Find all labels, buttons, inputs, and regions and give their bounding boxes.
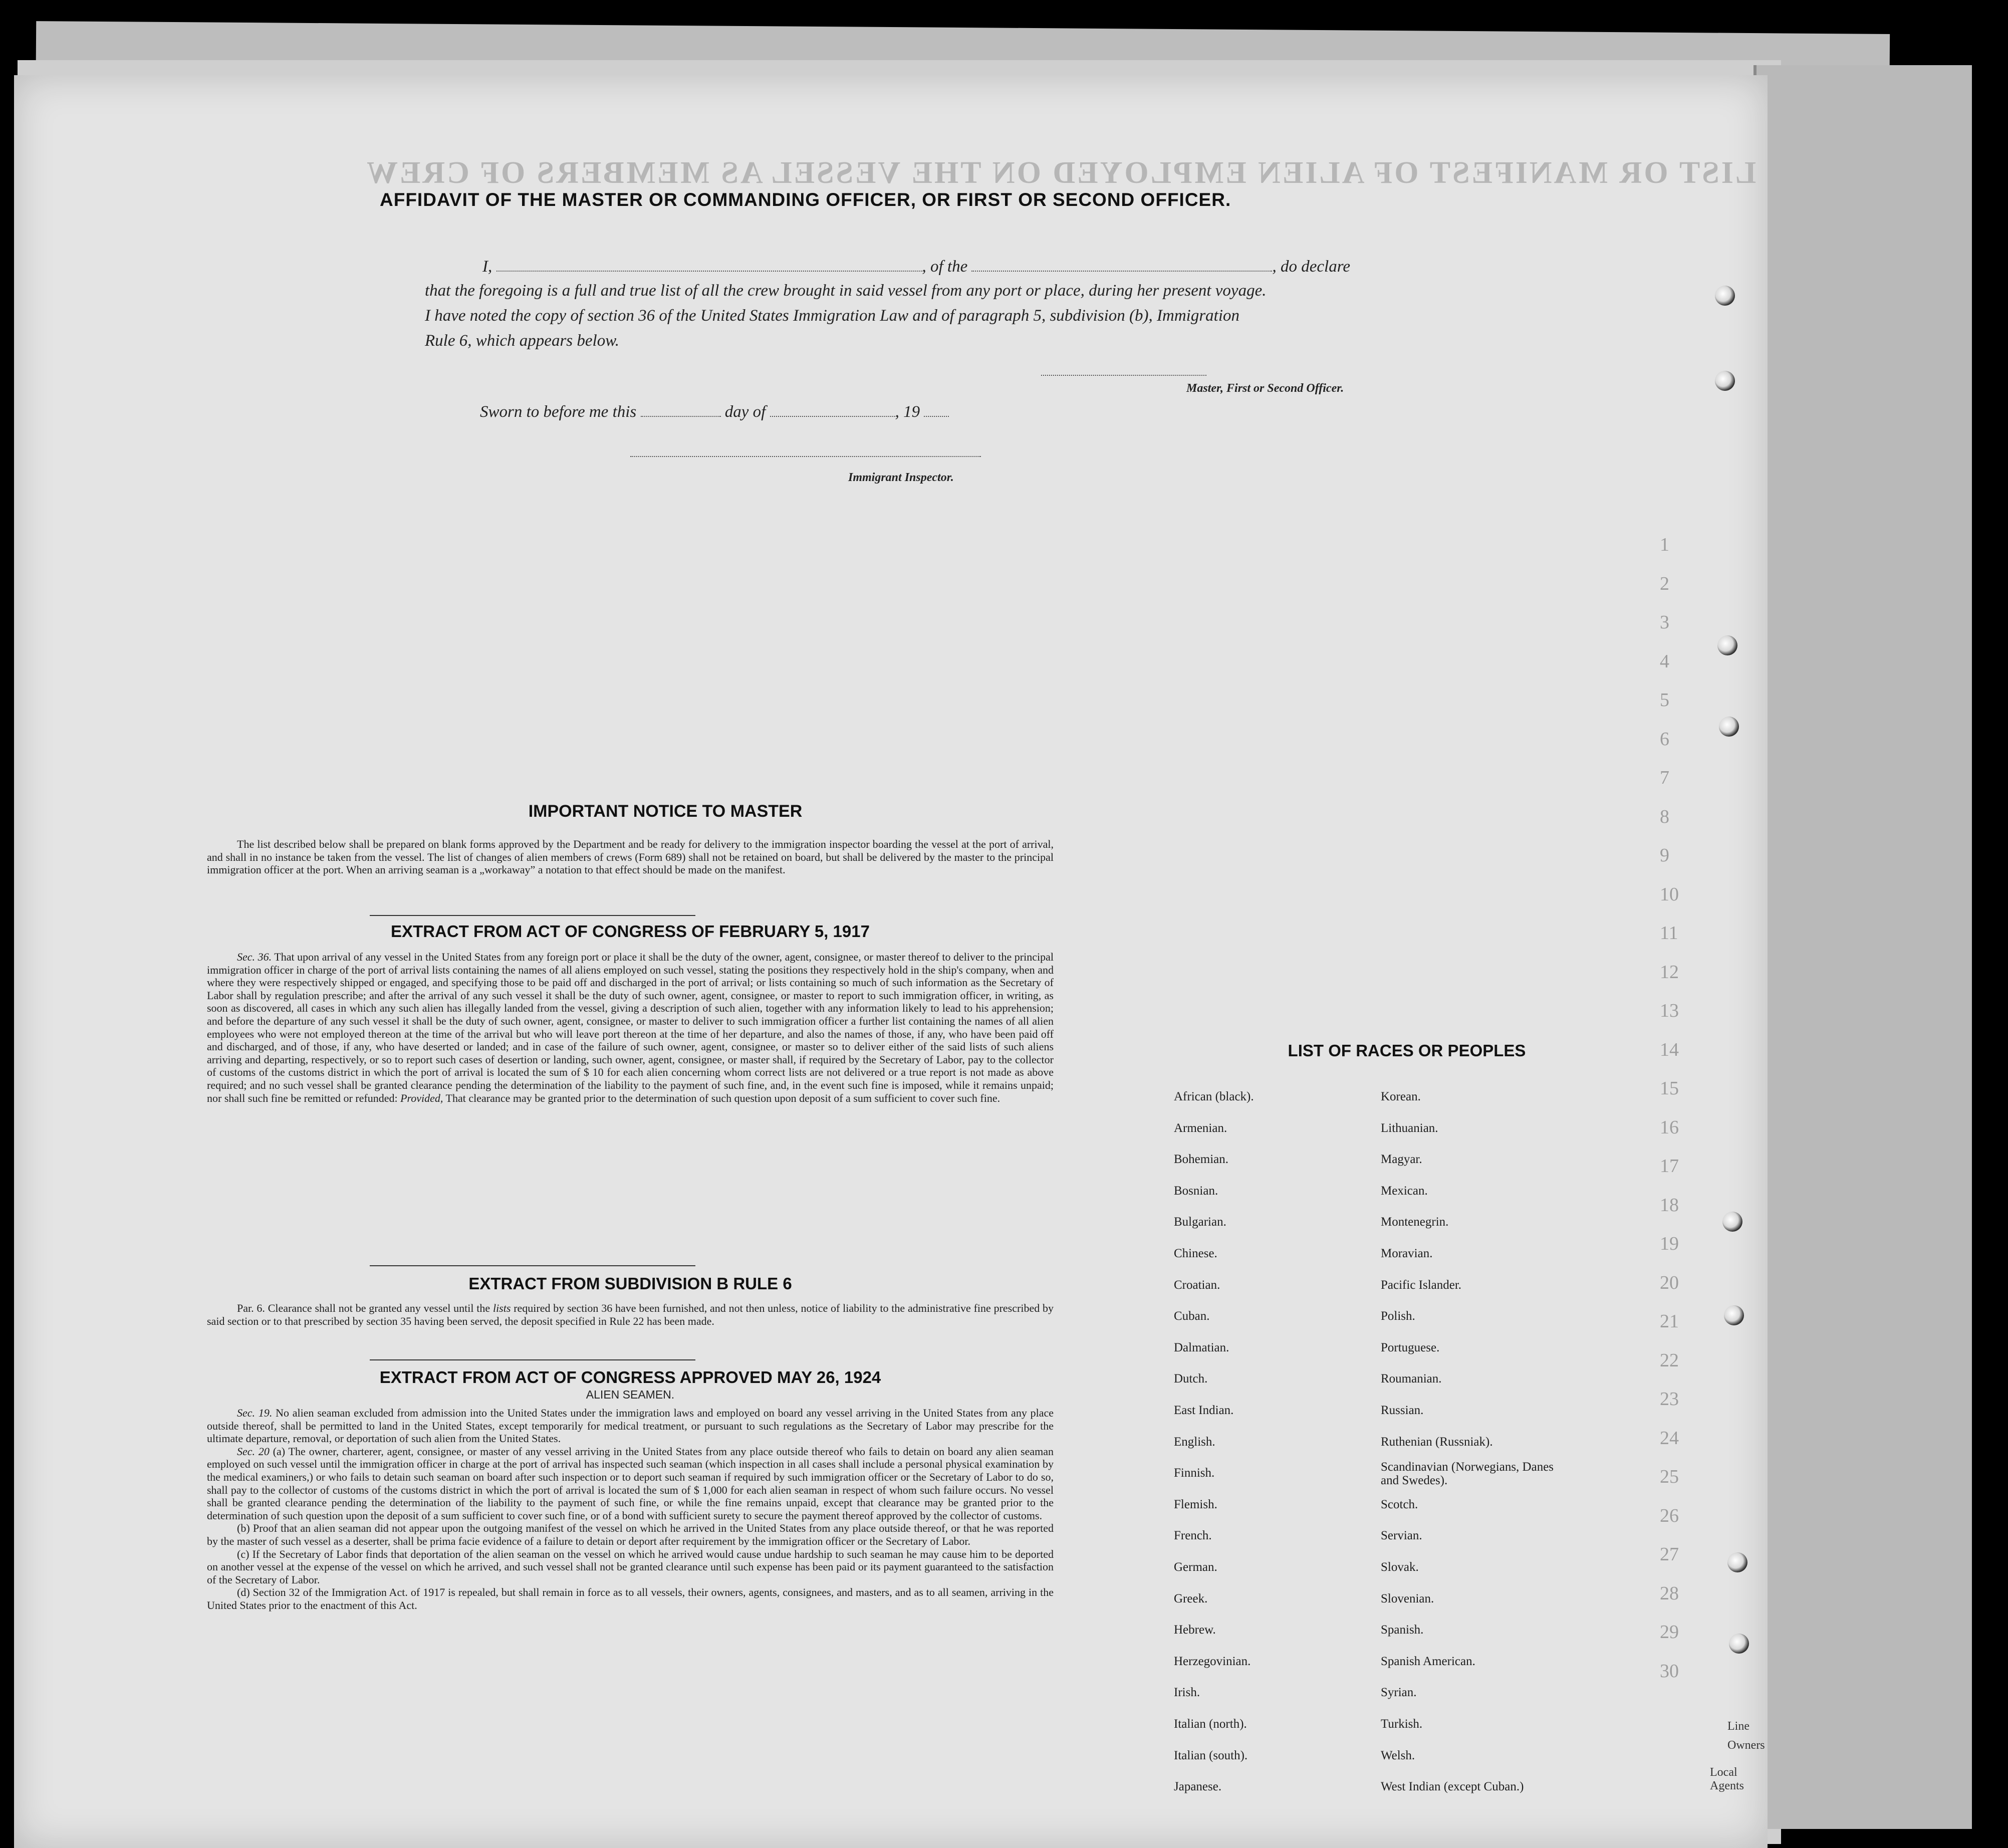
race-item: Polish. <box>1381 1309 1415 1323</box>
act-1917-body <box>207 951 1054 1104</box>
bleed-through-row-number: 18 <box>1660 1194 1679 1216</box>
rule-6-body <box>207 1302 1054 1327</box>
bleed-through-row-number: 17 <box>1660 1156 1679 1177</box>
race-item: Irish. <box>1174 1686 1200 1700</box>
affidavit-i-label: I, <box>482 258 492 276</box>
bleed-through-row-number: 20 <box>1660 1272 1679 1293</box>
sworn-year-label: , 19 <box>895 403 920 421</box>
margin-local-agents-label: Local Agents <box>1710 1766 1744 1792</box>
race-item: Russian. <box>1381 1404 1424 1417</box>
race-item: French. <box>1174 1529 1212 1543</box>
bleed-through-row-number: 30 <box>1660 1660 1679 1682</box>
bleed-through-row-number: 29 <box>1660 1622 1679 1643</box>
bleed-through-row-number: 6 <box>1660 728 1669 750</box>
rule-6-paragraph <box>207 1302 1054 1327</box>
master-name-blank[interactable] <box>496 256 922 272</box>
section-19-text: No alien seaman excluded from admission into the United States under the immigration laws and employed on board any vessel arriving in the United States from any place outside thereof, shall be permitted to land in the United States, except temporarily for medical treatment, or pursuant to such regulations as the Secretary of Labor may prescribe for the ultimate departure, removal, or deportation of such alien from the United States. <box>207 1407 1054 1445</box>
race-item: Italian (north). <box>1174 1717 1247 1731</box>
binder-hole <box>1717 635 1737 655</box>
bleed-through-row-number: 22 <box>1660 1349 1679 1371</box>
affidavit-line-3: I have noted the copy of section 36 of the United States Immigration Law and of paragraph 5, subdivision (b), Immigration <box>425 307 1240 325</box>
race-item: English. <box>1174 1435 1215 1449</box>
bleed-through-row-number: 4 <box>1660 650 1669 672</box>
provided-label: Provided, <box>400 1091 443 1104</box>
sworn-year-blank[interactable] <box>924 401 949 417</box>
bleed-through-row-number: 12 <box>1660 961 1679 983</box>
race-item: Roumanian. <box>1381 1372 1442 1386</box>
affidavit-of-label: , of the <box>922 258 968 276</box>
section-20-label: Sec. 20 <box>237 1445 270 1458</box>
race-item: West Indian (except Cuban.) <box>1381 1780 1524 1794</box>
race-item: Turkish. <box>1381 1717 1423 1731</box>
race-item: Croatian. <box>1174 1278 1220 1292</box>
sworn-day-blank[interactable] <box>641 401 721 417</box>
act-1924-title: EXTRACT FROM ACT OF CONGRESS APPROVED MAY 26, 1924 <box>379 1368 881 1387</box>
sworn-prefix: Sworn to before me this <box>480 403 637 421</box>
race-item: Montenegrin. <box>1381 1215 1449 1229</box>
affidavit-line-4: Rule 6, which appears below. <box>425 332 620 350</box>
bleed-through-row-number: 11 <box>1660 922 1678 944</box>
race-item: Chinese. <box>1174 1247 1217 1260</box>
act-1917-paragraph <box>207 951 1054 1104</box>
races-list-title: LIST OF RACES OR PEOPLES <box>1288 1041 1526 1060</box>
bleed-through-row-number: 21 <box>1660 1311 1679 1332</box>
race-item: Spanish American. <box>1381 1654 1475 1668</box>
bleed-through-row-number: 5 <box>1660 689 1669 711</box>
sworn-line <box>480 401 949 421</box>
section-36-label: Sec. 36. <box>237 951 272 963</box>
bleed-through-row-number: 15 <box>1660 1078 1679 1099</box>
race-item: Ruthenian (Russniak). <box>1381 1435 1493 1449</box>
race-item: Cuban. <box>1174 1309 1210 1323</box>
form-page <box>14 75 1768 1848</box>
race-item: Mexican. <box>1381 1184 1428 1198</box>
race-item: Japanese. <box>1174 1780 1222 1794</box>
bleed-through-row-number: 24 <box>1660 1427 1679 1449</box>
rule-6-text-b: required by section 36 have been furnished, and not then unless, notice of liability to the administrative fine prescribed by said section or to that prescribed by section 35 having been served, the deposit specified in Rule 22 has been made. <box>207 1302 1054 1327</box>
bleed-through-row-number: 25 <box>1660 1466 1679 1487</box>
race-item: German. <box>1174 1560 1217 1574</box>
section-20a-text: (a) The owner, charterer, agent, consignee, or master of any vessel arriving in the United States from any place outside thereof who fails to detain on board any alien seaman employed on such vessel until the immigration officer in charge at the port of arrival has inspected such seaman (which inspection in all cases shall include a personal physical examination by the medical examiners,) or who fails to detain such seaman on board after such inspection or to deport such seaman if required by such immigration officer or the Secretary of Labor to do so, shall pay to the collector of customs of the customs district in which the port of arrival is located the sum of $ 1,000 for each alien seaman in respect of whom such failure occurs. No vessel shall be granted clearance pending the determination of the liability to the payment of such fine, or while the fine remains unpaid, except that clearance may be granted prior to the determination of such question upon the deposit of a sum sufficient to cover such fine, or of a bond with sufficient surety to secure the payment thereof approved by the collector of customs. <box>207 1445 1054 1522</box>
binder-hole <box>1715 286 1735 306</box>
bleed-through-title: LIST OR MANIFEST OF ALIEN EMPLOYED ON THE VESSEL AS MEMBERS OF CREW <box>365 156 1756 190</box>
bleed-through-row-number: 8 <box>1660 806 1669 827</box>
race-item: Armenian. <box>1174 1121 1227 1135</box>
bleed-through-row-number: 23 <box>1660 1389 1679 1410</box>
race-item: Scotch. <box>1381 1497 1418 1511</box>
master-signature-label: Master, First or Second Officer. <box>1186 382 1344 395</box>
race-item: Italian (south). <box>1174 1748 1248 1762</box>
affidavit-declare-label: , do declare <box>1272 258 1350 276</box>
inspector-signature-line[interactable] <box>630 456 981 457</box>
bleed-through-row-number: 9 <box>1660 845 1669 866</box>
race-item: Scandinavian (Norwegians, Danes and Swedes). <box>1381 1460 1554 1488</box>
race-item: Welsh. <box>1381 1748 1415 1762</box>
act-1924-body <box>207 1407 1054 1612</box>
race-item: Syrian. <box>1381 1686 1417 1700</box>
bleed-through-row-number: 27 <box>1660 1544 1679 1565</box>
race-item: East Indian. <box>1174 1404 1234 1417</box>
race-item: Hebrew. <box>1174 1623 1216 1637</box>
race-item: Dutch. <box>1174 1372 1208 1386</box>
divider-rule <box>370 1359 695 1360</box>
sworn-day-label: day of <box>724 403 766 421</box>
bleed-through-row-number: 2 <box>1660 573 1669 594</box>
section-20b-paragraph: (b) Proof that an alien seaman did not appear upon the outgoing manifest of the vessel on which he arrived in the United States from any place outside thereof, or that he was reported by the master of such vessel as a deserter, shall be prima facie evidence of a failure to detain or deport after requirement by the immigration officer or the Secretary of Labor. <box>207 1522 1054 1547</box>
rule-6-lists-word: lists <box>492 1302 511 1314</box>
race-item: Bulgarian. <box>1174 1215 1226 1229</box>
race-item: African (black). <box>1174 1090 1254 1103</box>
affidavit-line-2: that the foregoing is a full and true list of all the crew brought in said vessel from any port or place, during her present voyage. <box>425 282 1267 300</box>
act-1924-subtitle: ALIEN SEAMEN. <box>586 1388 675 1401</box>
bleed-through-row-number: 13 <box>1660 1000 1679 1021</box>
background-sheet-right <box>1753 65 1972 1829</box>
race-item: Bosnian. <box>1174 1184 1218 1198</box>
binder-hole <box>1715 371 1735 391</box>
bleed-through-row-number: 26 <box>1660 1505 1679 1526</box>
race-item: Portuguese. <box>1381 1340 1440 1354</box>
notice-body <box>207 838 1054 876</box>
race-item: Korean. <box>1381 1090 1421 1103</box>
sworn-month-blank[interactable] <box>770 401 895 417</box>
race-item: Flemish. <box>1174 1497 1217 1511</box>
race-item: Bohemian. <box>1174 1152 1229 1167</box>
binder-hole <box>1722 1212 1742 1232</box>
margin-line-label: Line <box>1727 1720 1749 1733</box>
notice-paragraph: The list described below shall be prepared on blank forms approved by the Department and be ready for delivery to the immigration inspector boarding the vessel at the port of arrival, and shall in no instance be taken from the vessel. The list of changes of alien members of crews (Form 689) shall not be retained on board, but shall be delivered by the master to the principal immigration officer at the port. When an arriving seaman is a „workaway” a notation to that effect should be made on the manifest. <box>207 838 1054 876</box>
divider-rule <box>370 915 695 916</box>
race-item: Finnish. <box>1174 1466 1215 1480</box>
section-19-paragraph <box>207 1407 1054 1445</box>
section-20a-paragraph <box>207 1445 1054 1522</box>
section-36-text: That upon arrival of any vessel in the United States from any foreign port or place it shall be the duty of the owner, agent, consignee, or master thereof to deliver to the principal immigration officer in charge of the port of arrival lists containing the names of all aliens employed on such vessel, stating the positions they respectively hold in the ship's company, when and where they were respectively shipped or engaged, and specifying those to be paid off and discharged in the port of arrival; or lists containing so much of such information as the Secretary of Labor shall by regulation prescribe; and after the arrival of any such vessel it shall be the duty of such owner, agent, consignee, or master to report to such immigration officer, in writing, as soon as discovered, all cases in which any such alien has illegally landed from the vessel, giving a description of such alien, together with any information likely to lead to his apprehension; and before the departure of any such vessel it shall be the duty of such owner, agent, consignee, or master to deliver to such immigration officer a further list containing the names of all alien employees who were not employed thereon at the time of the arrival but who will leave port thereon at the time of her departure, and also the names of those, if any, who have been paid off and discharged, and of those, if any, who have deserted or landed; and in case of the failure of such owner, agent, consignee, or master so to deliver either of the said lists of such aliens arriving and departing, respectively, or so to report such cases of desertion or landing, such owner, agent, consignee, or master shall, if required by the Secretary of Labor, pay to the collector of customs of the customs district in which the port of arrival is located the sum of $ 10 for each alien concerning whom correct lists are not delivered or a true report is not made as above required; and no such vessel shall be granted clearance pending the determination of the liability to the payment of such fine, and, in the event such fine is imposed, while it remains unpaid; nor shall such fine be remitted or refunded: <box>207 951 1054 1104</box>
race-item: Magyar. <box>1381 1152 1422 1167</box>
inspector-signature-label: Immigrant Inspector. <box>848 471 954 484</box>
binder-hole <box>1719 717 1739 737</box>
bleed-through-row-number: 14 <box>1660 1039 1679 1060</box>
binder-hole <box>1729 1634 1749 1654</box>
rule-6-title: EXTRACT FROM SUBDIVISION B RULE 6 <box>468 1274 792 1293</box>
race-item: Pacific Islander. <box>1381 1278 1462 1292</box>
paragraph-6-label: Par. 6. <box>237 1302 265 1314</box>
race-item: Spanish. <box>1381 1623 1424 1637</box>
race-item: Slovak. <box>1381 1560 1419 1574</box>
binder-hole <box>1724 1305 1744 1325</box>
bleed-through-row-number: 10 <box>1660 883 1679 905</box>
vessel-name-blank[interactable] <box>971 256 1272 272</box>
master-signature-line[interactable] <box>1041 375 1206 376</box>
binder-hole <box>1727 1552 1747 1572</box>
bleed-through-row-number: 16 <box>1660 1116 1679 1138</box>
race-item: Slovenian. <box>1381 1591 1434 1605</box>
bleed-through-row-number: 28 <box>1660 1582 1679 1604</box>
race-item: Moravian. <box>1381 1247 1433 1260</box>
race-item: Herzegovinian. <box>1174 1654 1251 1668</box>
rule-6-text-a: Clearance shall not be granted any vessel until the <box>268 1302 490 1314</box>
section-20d-paragraph: (d) Section 32 of the Immigration Act. of 1917 is repealed, but shall remain in force as to all vessels, their owners, agents, consignees, and masters, and as to all seamen, arriving in the United States prior to the enactment of this Act. <box>207 1586 1054 1611</box>
bleed-through-row-number: 19 <box>1660 1233 1679 1254</box>
margin-owners-label: Owners <box>1727 1739 1765 1752</box>
section-19-label: Sec. 19. <box>237 1407 273 1419</box>
bleed-through-row-number: 7 <box>1660 767 1669 788</box>
notice-title: IMPORTANT NOTICE TO MASTER <box>528 802 803 821</box>
race-item: Servian. <box>1381 1529 1422 1543</box>
divider-rule <box>370 1265 695 1266</box>
bleed-through-row-number: 1 <box>1660 534 1669 555</box>
race-item: Greek. <box>1174 1591 1208 1605</box>
race-item: Dalmatian. <box>1174 1340 1229 1354</box>
bleed-through-row-number: 3 <box>1660 612 1669 633</box>
affidavit-declaration-line <box>482 256 1350 276</box>
section-36-text-end: That clearance may be granted prior to the determination of such question upon deposit of a sum sufficient to cover such fine. <box>445 1091 1000 1104</box>
section-20c-paragraph: (c) If the Secretary of Labor finds that deportation of the alien seaman on the vessel on which he arrived would cause undue hardship to such seaman he may cause him to be deported on another vessel at the expense of the vessel on which he arrived, and such vessel shall not be granted clearance until such expense has been paid or its payment guaranteed to the satisfaction of the Secretary of Labor. <box>207 1547 1054 1586</box>
affidavit-title: AFFIDAVIT OF THE MASTER OR COMMANDING OFFICER, OR FIRST OR SECOND OFFICER. <box>380 189 1231 210</box>
act-1917-title: EXTRACT FROM ACT OF CONGRESS OF FEBRUARY 5, 1917 <box>391 922 870 941</box>
race-item: Lithuanian. <box>1381 1121 1438 1135</box>
